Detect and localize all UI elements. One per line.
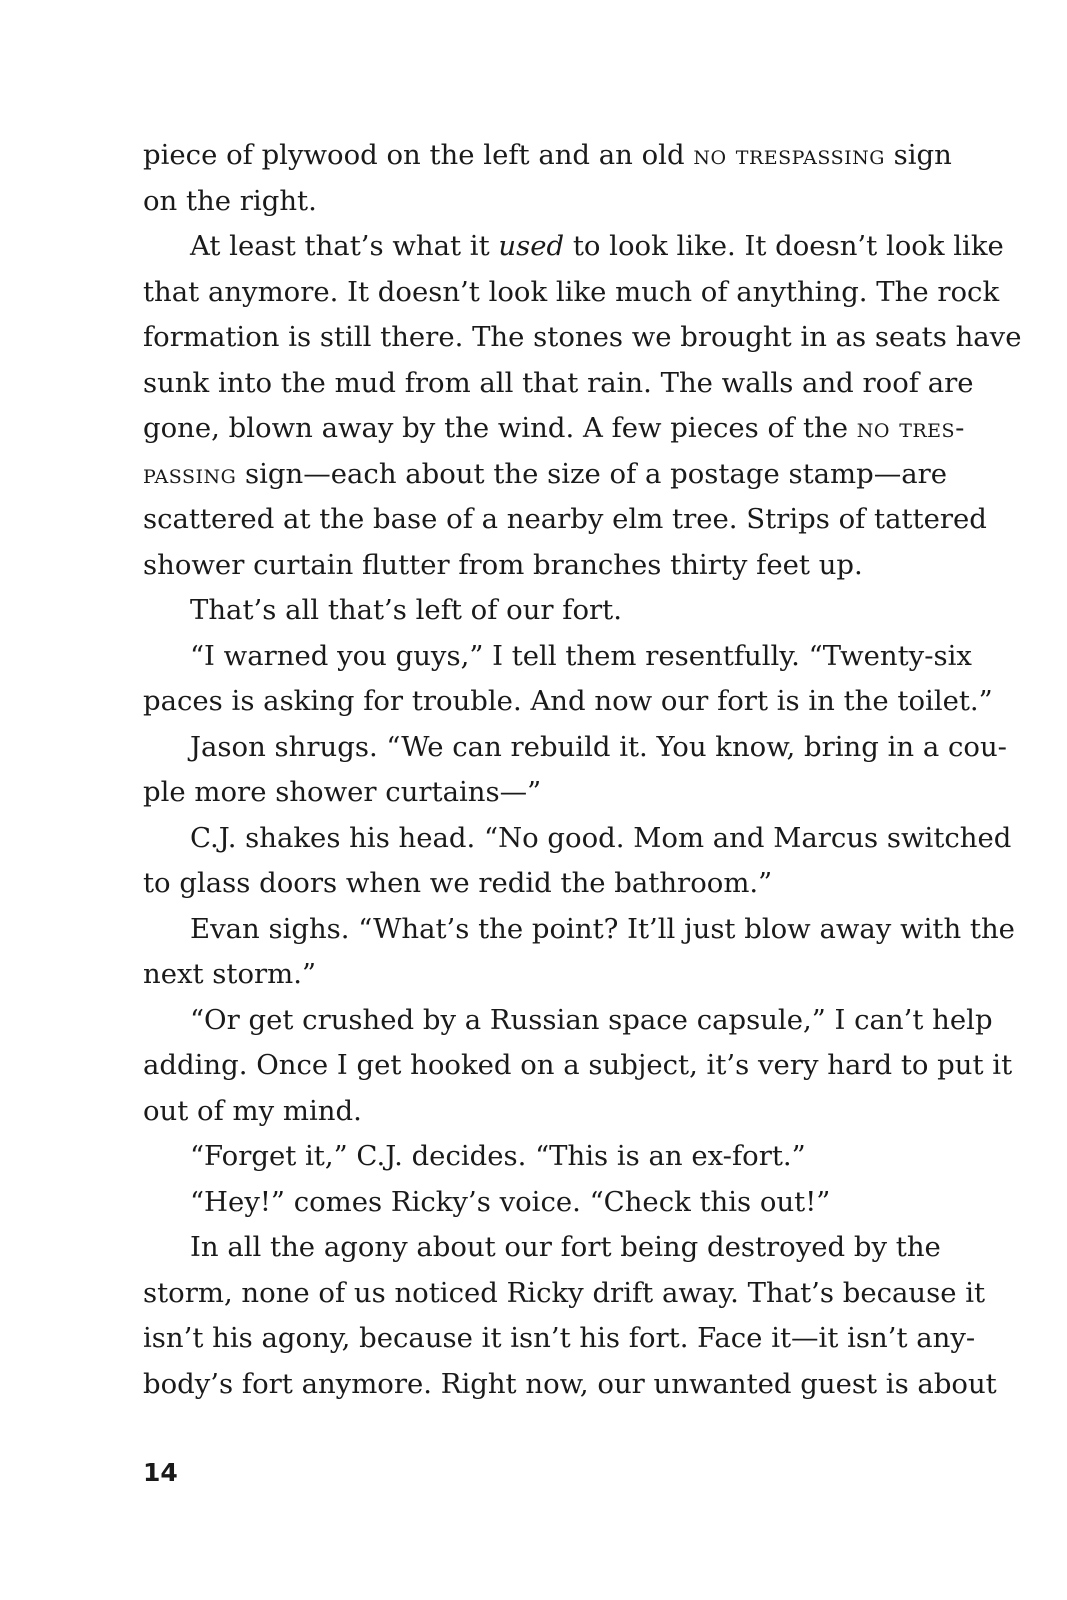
text-run: body’s fort anymore. Right now, our unwanted guest is about: [143, 1367, 997, 1400]
text-run: At least that’s what it: [190, 230, 499, 262]
text-run: Evan sighs. “What’s the point? It’ll just blow away with the: [190, 912, 1015, 945]
text-run: gone, blown away by the wind. A few pieces of the: [143, 412, 857, 444]
text-line: [143, 1362, 997, 1408]
text-run: “I warned you guys,” I tell them resentfully. “Twenty-six: [190, 639, 972, 672]
text-run: formation is still there. The stones we brought in as seats have: [143, 321, 1022, 353]
text-line: [143, 1134, 903, 1180]
text-line: [143, 1225, 941, 1271]
text-line: [143, 1316, 976, 1362]
text-run: on the right.: [143, 184, 317, 217]
text-run: “Or get crushed by a Russian space capsule,” I can’t help: [190, 1003, 993, 1036]
text-line: [143, 543, 903, 589]
text-line: [143, 361, 974, 407]
text-run: that anymore. It doesn’t look like much of anything. The rock: [143, 275, 1000, 308]
text-line: [143, 133, 952, 179]
text-run: to look like. It doesn’t look like: [564, 230, 1004, 262]
text-line: [143, 179, 903, 225]
small-caps-text: no tres-: [856, 412, 965, 444]
text-line: [143, 861, 903, 907]
text-line: [143, 315, 1022, 361]
small-caps-text: passing: [143, 457, 237, 490]
text-run: In all the agony about our fort being destroyed by the: [190, 1231, 941, 1263]
text-line: [143, 497, 987, 543]
text-line: [143, 1043, 1013, 1089]
text-run: sunk into the mud from all that rain. The walls and roof are: [143, 366, 974, 399]
text-line: [143, 270, 1000, 316]
text-line: [143, 224, 1004, 270]
text-line: [143, 816, 1012, 862]
text-line: [143, 725, 1007, 771]
text-run: That’s all that’s left of our fort.: [190, 594, 622, 626]
text-run: ple more shower curtains—”: [143, 776, 542, 808]
text-run: “Hey!” comes Ricky’s voice. “Check this out!”: [190, 1185, 831, 1218]
text-run: next storm.”: [143, 958, 317, 990]
text-line: [143, 907, 1015, 953]
text-run: shower curtain flutter from branches thirty feet up.: [143, 548, 863, 581]
italic-text: used: [498, 230, 565, 262]
text-run: C.J. shakes his head. “No good. Mom and Marcus switched: [190, 821, 1012, 854]
text-run: sign—each about the size of a postage stamp—are: [236, 457, 948, 490]
text-line: [143, 952, 903, 998]
text-run: out of my mind.: [143, 1094, 362, 1127]
body-text: [143, 133, 1022, 1407]
text-run: piece of plywood on the left and an old: [143, 139, 694, 171]
text-run: scattered at the base of a nearby elm tree. Strips of tattered: [143, 503, 987, 535]
text-line: [143, 452, 948, 498]
text-run: to glass doors when we redid the bathroom.”: [143, 867, 773, 899]
text-line: [143, 998, 993, 1044]
text-line: [143, 770, 903, 816]
text-line: [143, 1089, 903, 1135]
text-line: [143, 406, 965, 452]
text-line: [143, 679, 993, 725]
text-run: storm, none of us noticed Ricky drift away. That’s because it: [143, 1276, 986, 1309]
text-line: [143, 1271, 986, 1317]
small-caps-text: no trespassing: [693, 139, 885, 171]
text-line: [143, 588, 903, 634]
text-line: [143, 634, 972, 680]
text-run: sign: [884, 139, 952, 171]
text-run: adding. Once I get hooked on a subject, it’s very hard to put it: [143, 1049, 1013, 1081]
text-run: paces is asking for trouble. And now our fort is in the toilet.”: [143, 685, 993, 717]
text-line: [143, 1180, 903, 1226]
text-run: Jason shrugs. “We can rebuild it. You know, bring in a cou-: [190, 730, 1007, 763]
text-run: “Forget it,” C.J. decides. “This is an ex-fort.”: [190, 1140, 806, 1172]
page-number: 14: [143, 1458, 178, 1487]
text-run: isn’t his agony, because it isn’t his fort. Face it—it isn’t any-: [143, 1322, 976, 1354]
